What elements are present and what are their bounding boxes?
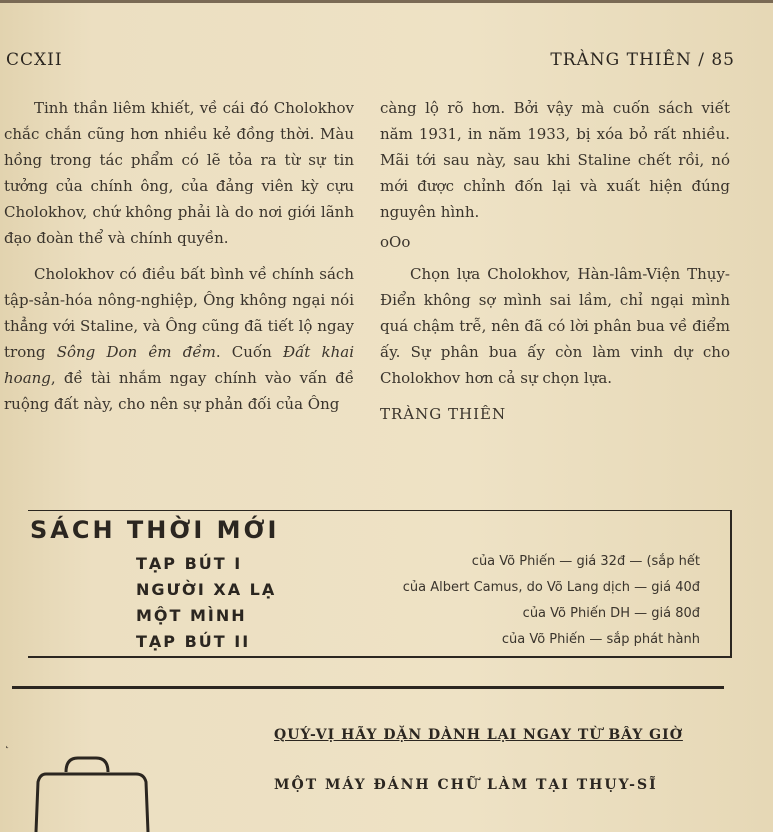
book-row — [28, 632, 730, 656]
right-column — [380, 95, 730, 427]
book-title: TẠP BÚT I — [136, 554, 243, 573]
author-signature: TRÀNG THIÊN — [380, 405, 507, 423]
left-paragraph-2 — [4, 261, 354, 417]
book-row — [28, 554, 730, 578]
book-title: MỘT MÌNH — [136, 606, 247, 625]
book-info: của Võ Phiến — sắp phát hành — [501, 632, 700, 647]
left-paragraph-2-mid: . Cuốn — [215, 343, 283, 361]
book-info: của Võ Phiến — giá 32đ — (sắp hết — [471, 554, 700, 569]
new-books-box — [28, 510, 732, 658]
book-info: của Albert Camus, do Võ Lang dịch — giá 40đ — [402, 580, 700, 595]
book-info: của Võ Phiến DH — giá 80đ — [522, 606, 700, 621]
book-title-song-don: Sông Don êm đềm — [56, 343, 216, 361]
book-title-dat-khai-hoang: Đất khai hoang — [4, 343, 355, 387]
left-paragraph-2-start: Cholokhov có điều bất bình về chính sách tập-sản-hóa nông-nghiệp, Ông không ngại nói thẳng với Staline, và Ông cũng đã tiết lộ ngay trong — [4, 265, 354, 361]
book-row — [28, 580, 730, 604]
left-column — [4, 95, 354, 417]
section-divider-rule — [12, 686, 724, 689]
new-books-title: SÁCH THỜI MỚI — [30, 516, 280, 544]
section-separator: oOo — [380, 233, 411, 251]
advert-line-1: QUÝ-VỊ HÃY DẶN DÀNH LẠI NGAY TỪ BÂY GIỜ — [274, 727, 683, 743]
page-chapter-label: CCXII — [6, 50, 63, 70]
left-paragraph-2-end: , đề tài nhắm ngay chính vào vấn đề ruộng đất này, cho nên sự phản đối của Ông — [4, 369, 354, 413]
right-paragraph-1: càng lộ rõ hơn. Bởi vậy mà cuốn sách viết năm 1931, in năm 1933, bị xóa bỏ rất nhiều. Mãi tới sau này, sau khi Staline chết rồi, nó mới được chỉnh đốn lại và xuất hiện đúng nguyên hình. — [380, 99, 730, 221]
left-paragraph-1: Tinh thần liêm khiết, về cái đó Cholokhov chắc chắn cũng hơn nhiều kẻ đồng thời. Màu hồng trong tác phẩm có lẽ tỏa ra từ sự tin tưởng của chính ông, của đảng viên kỳ cựu Cholokhov, chứ không phải là do nơi giới lãnh đạo đoàn thể và chính quyền. — [4, 99, 354, 247]
running-header: TRÀNG THIÊN / 85 — [550, 50, 735, 70]
book-title: TẠP BÚT II — [136, 632, 251, 651]
book-title: NGƯỜI XA LẠ — [136, 580, 277, 599]
advert-line-2: MỘT MÁY ĐÁNH CHỮ LÀM TẠI THỤY-SĨ — [274, 777, 658, 793]
right-paragraph-2: Chọn lựa Cholokhov, Hàn-lâm-Viện Thụy-Điển không sợ mình sai lầm, chỉ ngại mình quá chậm trễ, nên đã có lời phân bua về điểm ấy. Sự phân bua ấy còn làm vinh dự cho Cholokhov hơn cả sự chọn lựa. — [380, 265, 730, 387]
typewriter-case-illustration — [26, 752, 156, 832]
margin-mark: ˛ — [4, 735, 10, 749]
book-row — [28, 606, 730, 630]
top-edge-line — [0, 0, 773, 3]
